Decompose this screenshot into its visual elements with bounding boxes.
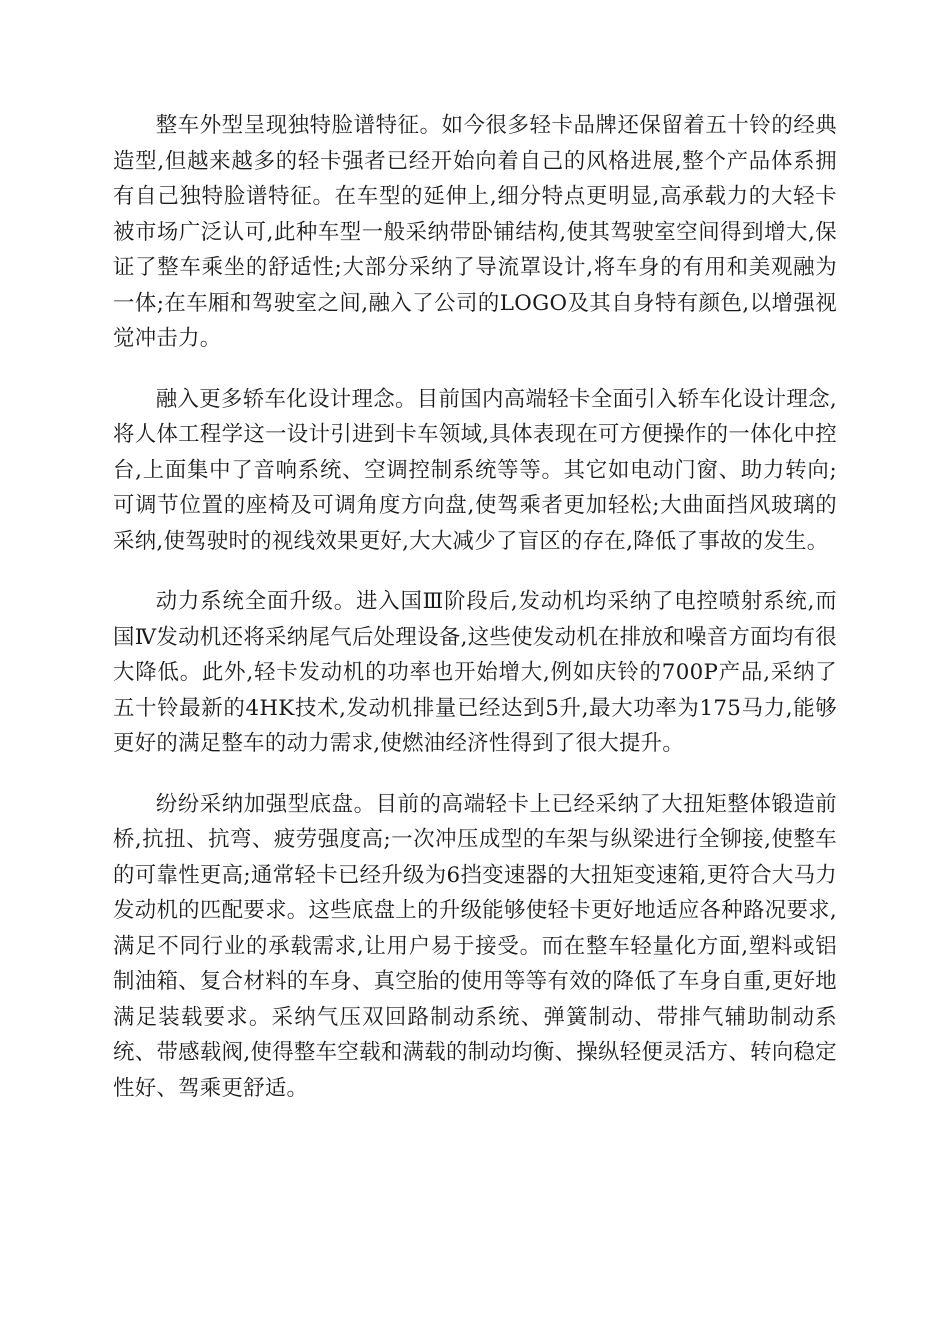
paragraph-car-design-concept: 融入更多轿车化设计理念。目前国内高端轻卡全面引入轿车化设计理念,将人体工程学这一设计引进到卡车领域,具体表现在可方便操作的一体化中控台,上面集中了音响系统、空调控制系统等等。其它如电动门窗、助力转向;可调节位置的座椅及可调角度方向盘,使驾乘者更加轻松;大曲面挡风玻璃的采纳,使驾驶时的视线效果更好,大大减少了盲区的存在,降低了事故的发生。: [113, 386, 837, 554]
paragraph-exterior-design: 整车外型呈现独特脸谱特征。如今很多轻卡品牌还保留着五十铃的经典造型,但越来越多的轻卡强者已经开始向着自己的风格进展,整个产品体系拥有自己独特脸谱特征。在车型的延伸上,细分特点更明显,高承载力的大轻卡被市场广泛认可,此种车型一般采纳带卧铺结构,使其驾驶室空间得到增大,保证了整车乘坐的舒适性;大部分采纳了导流罩设计,将车身的有用和美观融为一体;在车厢和驾驶室之间,融入了公司的LOGO及其自身特有颜色,以增强视觉冲击力。: [113, 113, 837, 351]
document-body: [113, 108, 837, 1131]
paragraph-powertrain-upgrade: 动力系统全面升级。进入国Ⅲ阶段后,发动机均采纳了电控喷射系统,而国Ⅳ发动机还将采纳尾气后处理设备,这些使发动机在排放和噪音方面均有很大降低。此外,轻卡发动机的功率也开始增大,例如庆铃的700P产品,采纳了五十铃最新的4HK技术,发动机排量已经达到5升,最大功率为175马力,能够更好的满足整车的动力需求,使燃油经济性得到了很大提升。: [113, 589, 837, 756]
paragraph-reinforced-chassis: 纷纷采纳加强型底盘。目前的高端轻卡上已经采纳了大扭矩整体锻造前桥,抗扭、抗弯、疲劳强度高;一次冲压成型的车架与纵梁进行全铆接,使整车的可靠性更高;通常轻卡已经升级为6挡变速器的大扭矩变速箱,更符合大马力发动机的匹配要求。这些底盘上的升级能够使轻卡更好地适应各种路况要求,满足不同行业的承载需求,让用户易于接受。而在整车轻量化方面,塑料或铝制油箱、复合材料的车身、真空胎的使用等等有效的降低了车身自重,更好地满足装载要求。采纳气压双回路制动系统、弹簧制动、带排气辅助制动系统、带感载阀,使得整车空载和满载的制动均衡、操纵轻便灵活方、转向稳定性好、驾乘更舒适。: [113, 791, 837, 1101]
